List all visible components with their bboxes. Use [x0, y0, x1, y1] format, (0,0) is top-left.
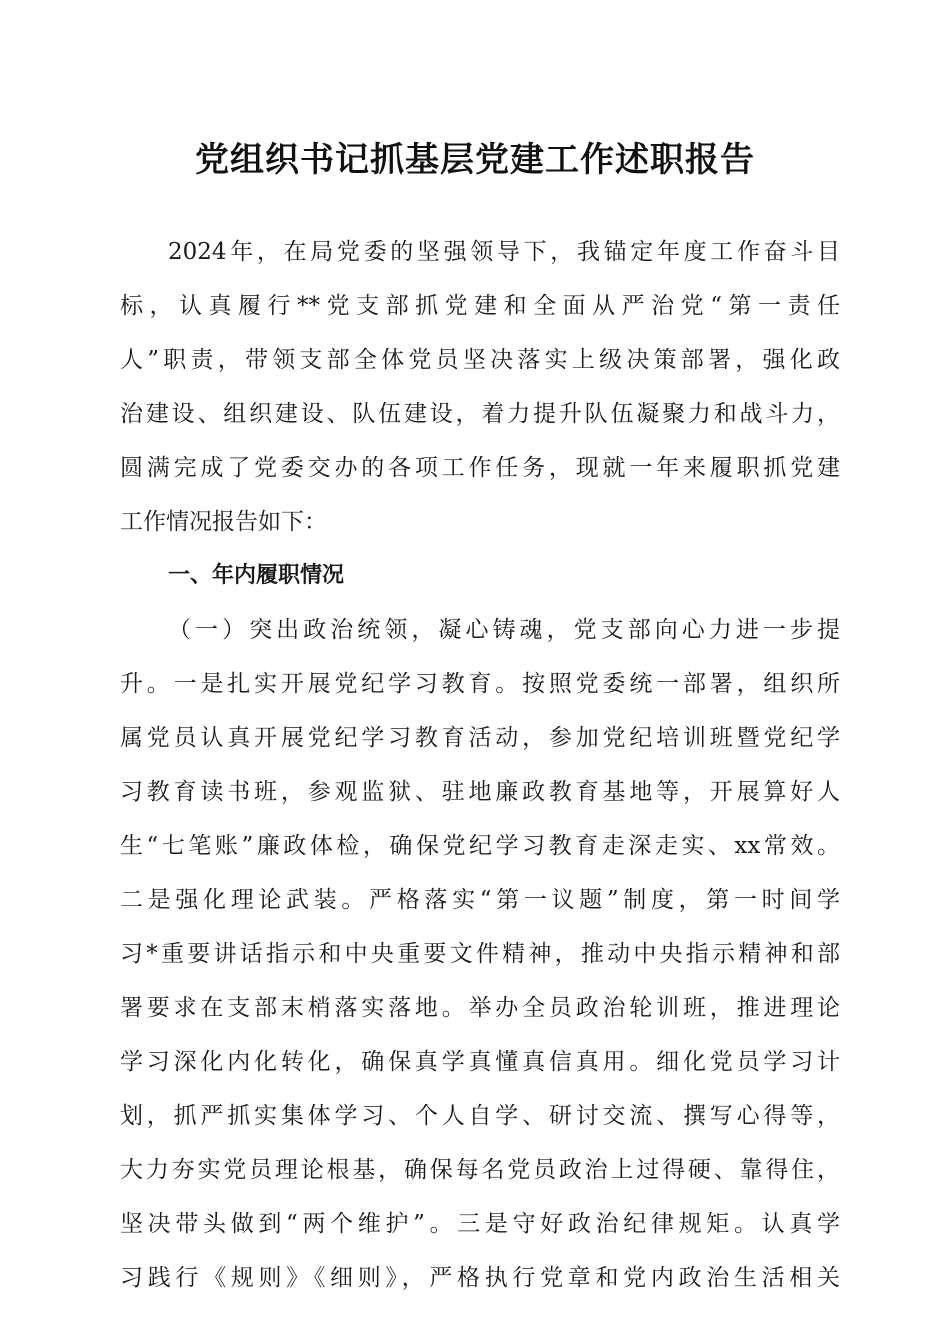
text-line: 大力夯实党员理论根基，确保每名党员政治上过得硬、靠得住， — [120, 1157, 840, 1183]
text-line: 习*重要讲话指示和中央重要文件精神，推动中央指示精神和部 — [120, 941, 840, 967]
text-line: 生“七笔账”廉政体检，确保党纪学习教育走深走实、xx常效。 — [120, 833, 840, 859]
text-line: 人”职责，带领支部全体党员坚决落实上级决策部署，强化政 — [120, 347, 840, 373]
text-line: 署要求在支部末梢落实落地。举办全员政治轮训班，推进理论 — [120, 995, 840, 1021]
section-heading: 一、年内履职情况 — [168, 563, 345, 588]
text-line: 坚决带头做到“两个维护”。三是守好政治纪律规矩。认真学 — [120, 1211, 840, 1237]
text-line: 工作情况报告如下： — [120, 509, 327, 535]
text-line: 圆满完成了党委交办的各项工作任务，现就一年来履职抓党建 — [120, 455, 840, 481]
text-line: 2024年，在局党委的坚强领导下，我锚定年度工作奋斗目 — [168, 239, 840, 265]
text-line: 划，抓严抓实集体学习、个人自学、研讨交流、撰写心得等， — [120, 1103, 840, 1129]
text-line: 二是强化理论武装。严格落实“第一议题”制度，第一时间学 — [120, 887, 840, 913]
document-title: 党组织书记抓基层党建工作述职报告 — [195, 140, 755, 180]
text-line: 属党员认真开展党纪学习教育活动，参加党纪培训班暨党纪学 — [120, 725, 840, 751]
text-line: 学习深化内化转化，确保真学真懂真信真用。细化党员学习计 — [120, 1049, 840, 1075]
text-line: 治建设、组织建设、队伍建设，着力提升队伍凝聚力和战斗力， — [120, 401, 840, 427]
text-line: 习践行《规则》《细则》，严格执行党章和党内政治生活相关 — [120, 1265, 840, 1291]
text-line: 习教育读书班，参观监狱、驻地廉政教育基地等，开展算好人 — [120, 779, 840, 805]
text-line: 标，认真履行**党支部抓党建和全面从严治党“第一责任 — [120, 293, 840, 319]
text-line: 升。一是扎实开展党纪学习教育。按照党委统一部署，组织所 — [120, 671, 840, 697]
text-line: （一）突出政治统领，凝心铸魂，党支部向心力进一步提 — [168, 617, 840, 643]
